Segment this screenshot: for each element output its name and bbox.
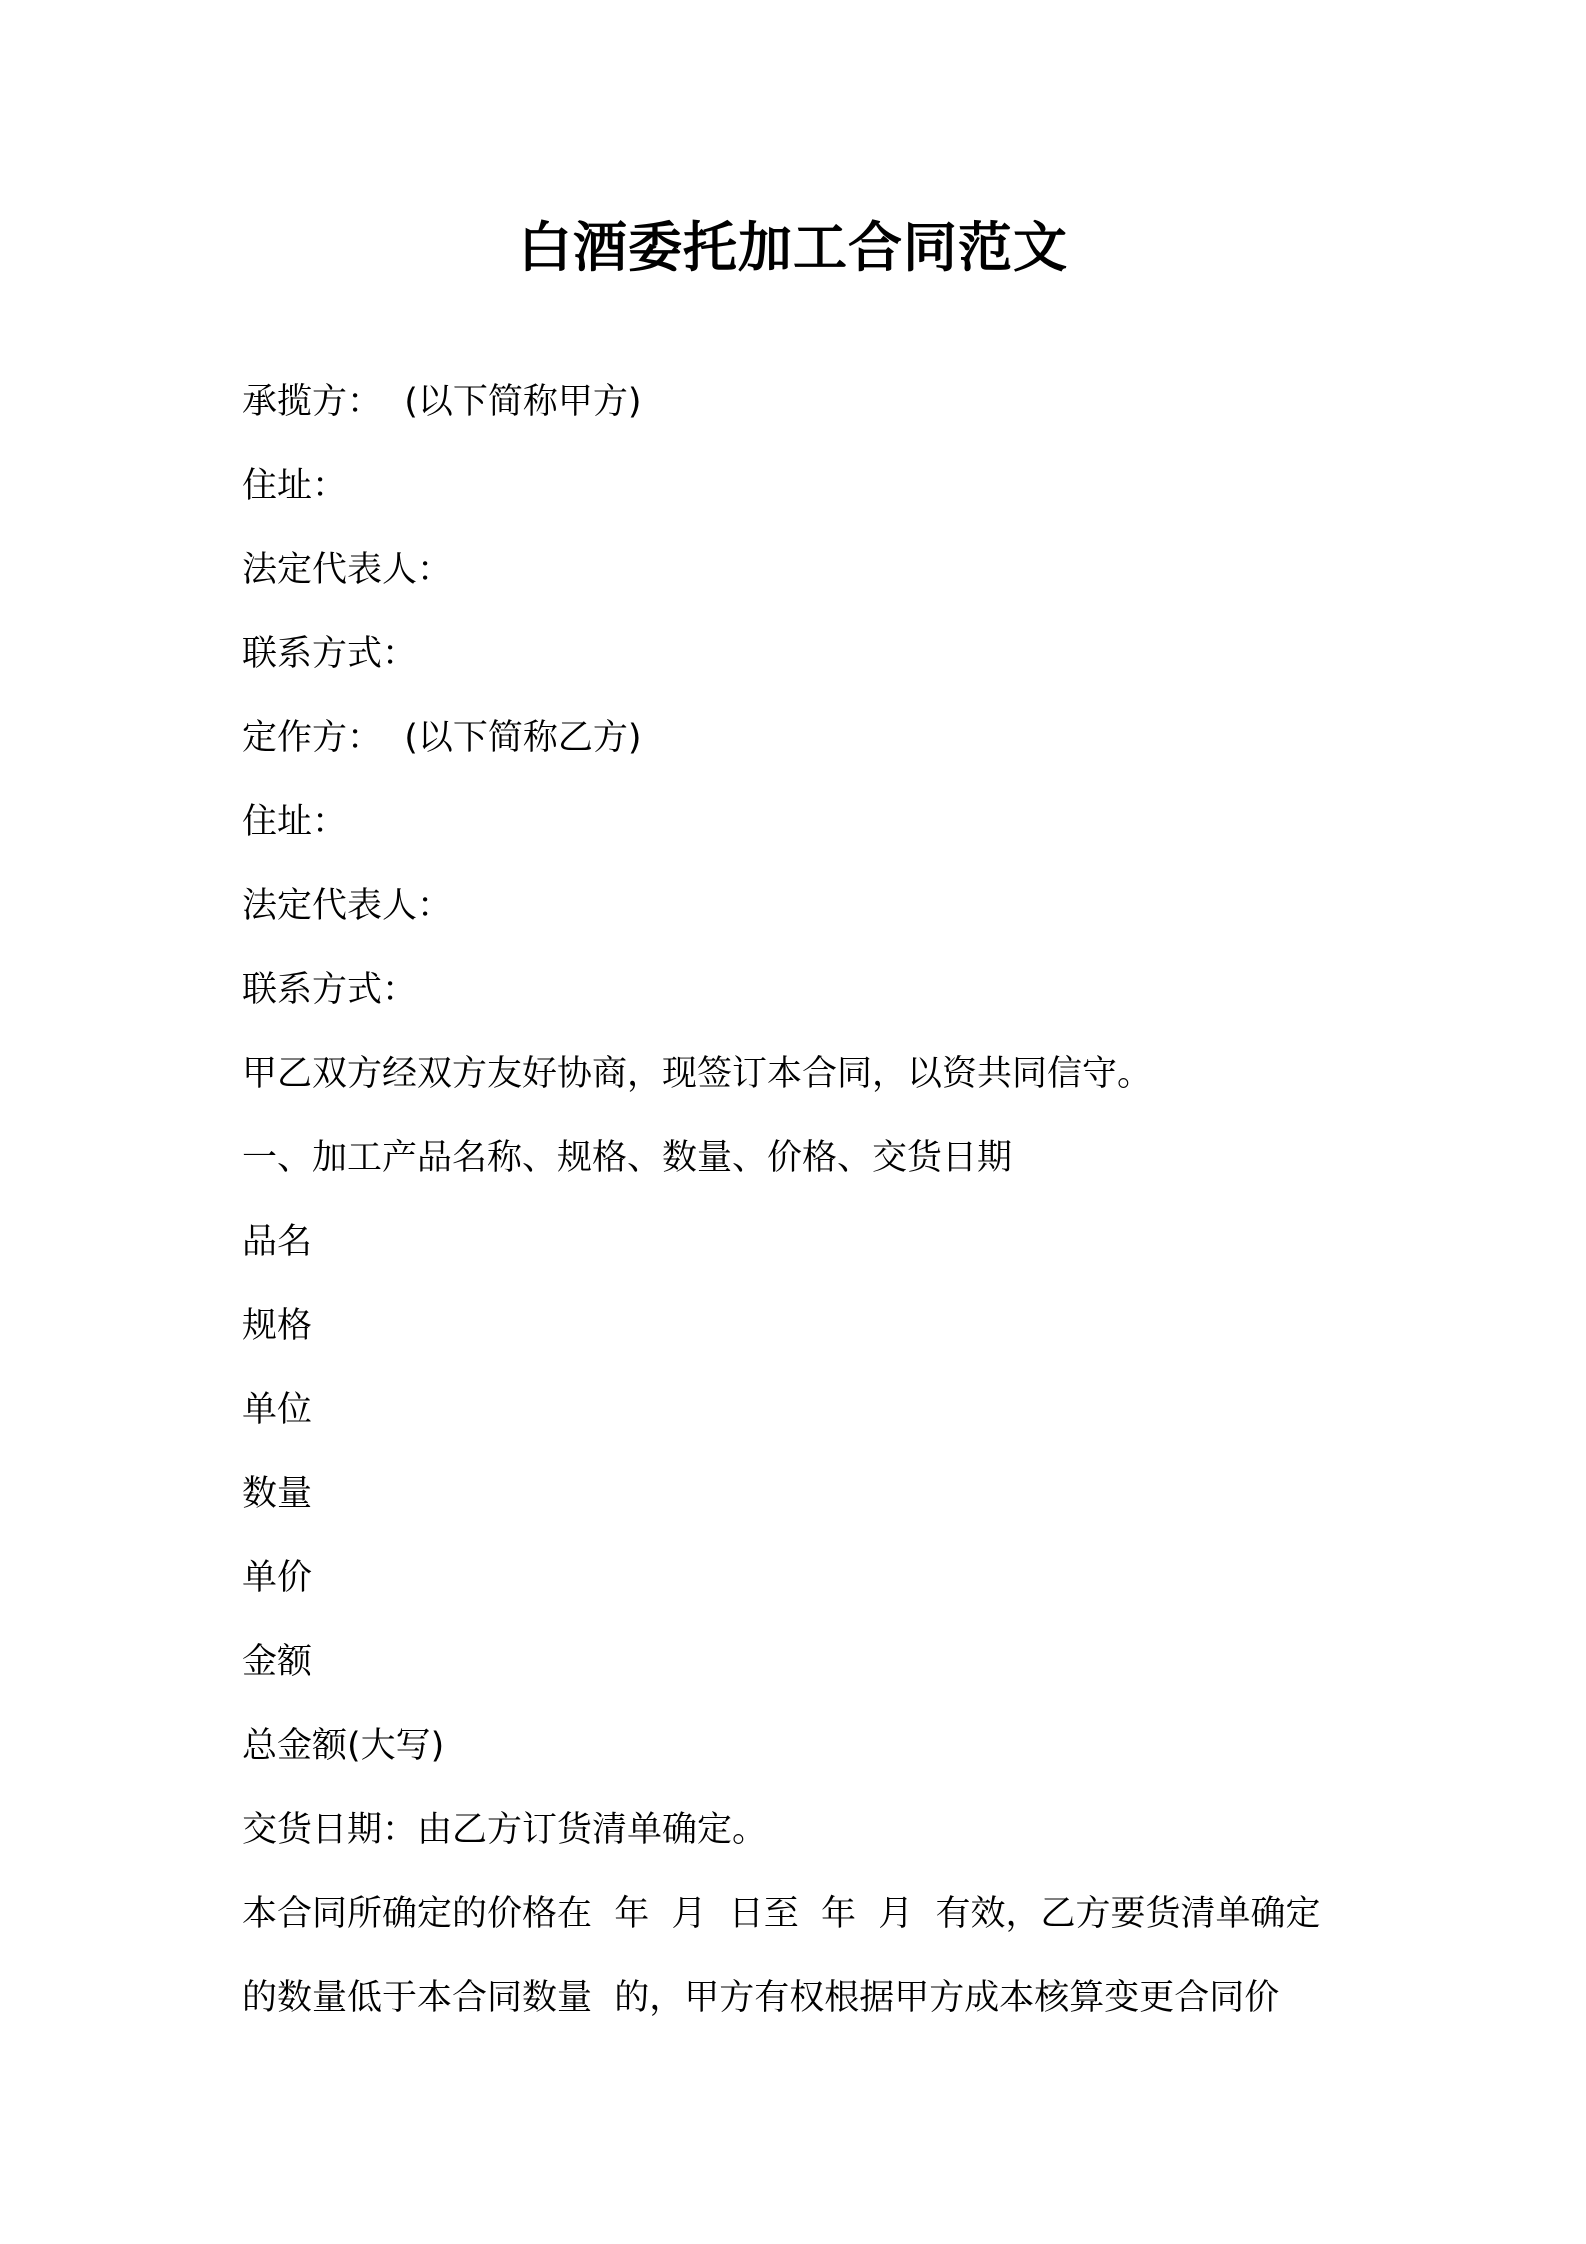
party-b-contact-line: 联系方式： <box>242 970 418 1010</box>
field-unit-price: 单价 <box>242 1558 313 1598</box>
field-total-amount: 总金额(大写) <box>242 1726 445 1766</box>
delivery-date-line: 交货日期：由乙方订货清单确定。 <box>242 1810 768 1850</box>
document-body <box>242 360 1362 2040</box>
field-amount: 金额 <box>242 1642 313 1682</box>
field-specification: 规格 <box>242 1306 313 1346</box>
price-validity-line-1: 本合同所确定的价格在 年 月 日至 年 月 有效，乙方要货清单确定 <box>242 1894 1321 1934</box>
party-b-legal-rep-line: 法定代表人： <box>242 886 453 926</box>
party-a-name-line: 承揽方： (以下简称甲方) <box>242 382 642 422</box>
section-1-heading: 一、加工产品名称、规格、数量、价格、交货日期 <box>242 1138 1013 1178</box>
party-a-address-line: 住址： <box>242 466 348 506</box>
party-a-legal-rep-line: 法定代表人： <box>242 550 453 590</box>
party-b-name-line: 定作方： (以下简称乙方) <box>242 718 642 758</box>
field-quantity: 数量 <box>242 1474 313 1514</box>
preamble-paragraph: 甲乙双方经双方友好协商，现签订本合同，以资共同信守。 <box>242 1054 1153 1094</box>
document-title: 白酒委托加工合同范文 <box>518 216 1068 279</box>
field-product-name: 品名 <box>242 1222 313 1262</box>
party-a-contact-line: 联系方式： <box>242 634 418 674</box>
party-b-address-line: 住址： <box>242 802 348 842</box>
field-unit: 单位 <box>242 1390 313 1430</box>
price-validity-line-2: 的数量低于本合同数量 的，甲方有权根据甲方成本核算变更合同价 <box>242 1978 1280 2018</box>
